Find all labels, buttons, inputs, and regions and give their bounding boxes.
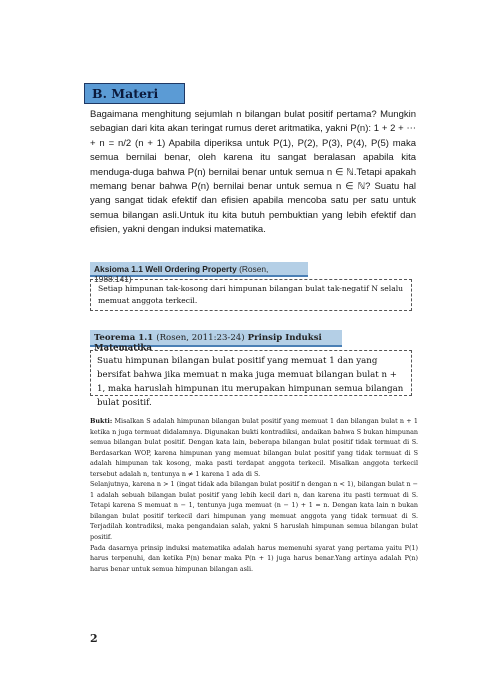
proof-section: [90, 416, 418, 574]
intro-paragraph: [90, 108, 416, 238]
intro-text: Bagaimana menghitung sejumlah n bilangan bulat positif pertama? Mungkin sebagian dari kita akan teringat rumus deret aritmatika, yakni P(n): 1 + 2 + ⋯ + n = n/2 (n + 1) Apabila diperiksa untuk P(1), P(2), P(3), P(4), P(5) maka semua bernilai benar, oleh karena itu sangat beralasan apabila kita menduga-duga bahwa P(n) bernilai benar untuk semua n ∈ ℕ.Tetapi apakah memang benar bahwa P(n) bernilai benar untuk semua n ∈ ℕ? Suatu hal yang sangat tidak efektif dan efisien apabila mencoba satu per satu untuk semua bilangan asli.Untuk itu kita butuh pembuktian yang lebih efektif dan efisien, yakni dengan induksi matematika.: [90, 109, 416, 236]
page-number: 2: [90, 632, 98, 645]
theorem-reference: (Rosen, 2011:23-24): [156, 333, 245, 343]
proof-paragraph-3: Pada dasarnya prinsip induksi matematika adalah harus memenuhi syarat yang pertama yaitu P(1) harus terpenuhi, dan ketika P(n) benar maka P(n + 1) juga harus benar.Yang artinya adalah P(n) harus benar untuk semua himpunan bilangan asli.: [90, 543, 418, 573]
axiom-title-bar: [90, 262, 308, 284]
proof-paragraph-2: Selanjutnya, karena n > 1 (ingat tidak ada bilangan bulat positif n dengan n < 1), bilangan bulat n − 1 adalah sebuah bilangan bulat positif yang lebih kecil dari n, dan karena itu pasti termuat di S. Tetapi karena S memuat n − 1, tentunya juga memuat (n − 1) + 1 = n. Dengan kata lain n bukan bilangan bulat positif terkecil dari himpunan yang memuat anggota yang tidak termuat di S. Terjadilah kontradiksi, maka pengandaian salah, yakni S haruslah himpunan semua bilangan bulat positif.: [90, 480, 418, 542]
theorem-name: Prinsip Induksi Matematika: [94, 333, 322, 353]
theorem-title: Teorema 1.1: [94, 333, 154, 343]
axiom-reference: (Rosen, 1988:141): [94, 264, 269, 284]
proof-label: Bukti:: [90, 417, 113, 425]
theorem-body: Suatu himpunan bilangan bulat positif yang memuat 1 dan yang bersifat bahwa jika memuat n maka juga memuat bilangan bulat n + 1, maka haruslah himpunan itu merupakan himpunan semua bilangan bulat positif.: [97, 356, 404, 408]
axiom-body: Setiap himpunan tak-kosong dari himpunan bilangan bulat tak-negatif N selalu memuat anggota terkecil.: [98, 284, 404, 305]
section-heading: [84, 83, 185, 104]
section-heading-text: B. Materi: [92, 86, 159, 101]
axiom-box: [90, 279, 412, 311]
proof-text-1: Misalkan S adalah himpunan bilangan bulat positif yang memuat 1 dan bilangan bulat n + 1 ketika n juga termuat didalamnya. Digunakan bukti kontradiksi, andaikan bahwa S bukan himpunan semua bilangan bulat positif. Dengan kata lain, beberapa bilangan bulat positif tidak termuat di S. Berdasarkan WOP, karena himpunan yang memuat bilangan bulat positif yang tidak termuat di S adalah himpunan tak kosong, maka pasti terdapat anggota terkecil. Misalkan anggota terkecil tersebut adalah n, tentunya n ≠ 1 karena 1 ada di S.: [90, 417, 418, 478]
theorem-title-bar: [90, 330, 342, 353]
proof-paragraph-1: [90, 416, 418, 479]
theorem-box: [90, 350, 412, 408]
axiom-title: Aksioma 1.1 Well Ordering Property: [94, 264, 237, 274]
